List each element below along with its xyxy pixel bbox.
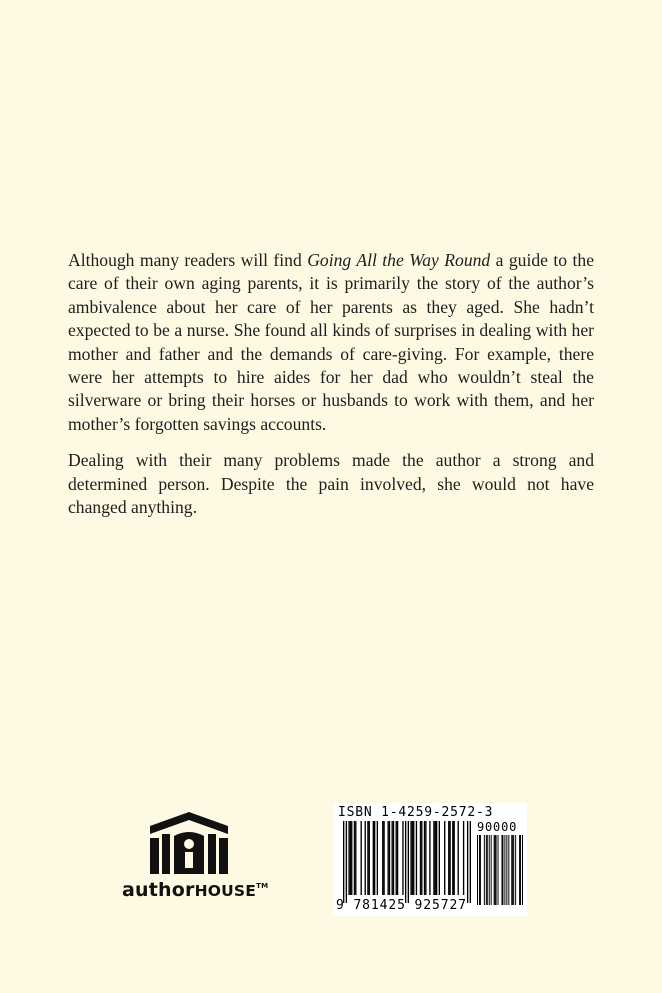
barcode-bar (484, 835, 485, 905)
barcode-bar (487, 835, 488, 905)
blurb-paragraph-1 (68, 249, 594, 436)
barcode-bar (467, 821, 468, 903)
barcode-bar (424, 821, 425, 895)
barcode-bar (392, 821, 393, 895)
barcode-bar (495, 835, 496, 905)
barcode-bar (515, 835, 516, 905)
barcode-bar (410, 821, 411, 895)
barcode-bar (383, 821, 384, 895)
back-cover-blurb (68, 249, 594, 532)
barcode-bar (343, 821, 344, 903)
wordmark-house: HOUSE (194, 882, 257, 900)
barcode-bar (439, 821, 440, 895)
barcode-bar (498, 835, 499, 905)
barcode-bar (496, 835, 497, 905)
barcode-bar (421, 821, 422, 895)
barcode-bar (452, 821, 453, 895)
ean13-bars (343, 821, 471, 903)
barcode-bar (453, 821, 454, 895)
barcode-bar (489, 835, 490, 905)
barcode-bar (393, 821, 394, 895)
barcode-bar (520, 835, 521, 905)
publisher-logo (122, 810, 269, 910)
barcode-bar (480, 835, 481, 905)
isbn-label: ISBN 1-4259-2572-3 (338, 805, 494, 820)
barcode-bar (433, 821, 434, 895)
barcode-bar (470, 821, 471, 903)
barcode-bar (346, 821, 347, 903)
barcode-bar (412, 821, 413, 895)
barcode-bar (512, 835, 513, 905)
barcode-bar (361, 821, 362, 895)
barcode-bar (449, 821, 450, 895)
trademark-symbol: TM (256, 882, 269, 890)
wordmark-author: author (122, 879, 195, 901)
barcode-bar (351, 821, 352, 895)
barcode-bar (506, 835, 507, 905)
barcode-bar (444, 821, 445, 895)
barcode-bar (369, 821, 370, 895)
isbn-barcode (333, 803, 527, 916)
barcode-bar (402, 821, 403, 895)
barcode-bar (350, 821, 351, 895)
barcode-bar (355, 821, 356, 895)
barcode-bar (377, 821, 378, 895)
barcode-bar (494, 835, 495, 905)
barcode-bar (425, 821, 426, 895)
ean-number: 9 781425 925727 (336, 898, 467, 913)
publisher-wordmark (122, 879, 272, 901)
barcode-bar (389, 821, 390, 895)
barcode-bar (519, 835, 520, 905)
blurb-paragraph-2: Dealing with their many problems made the author a strong and determined person. Despite the pain involved, she would not have changed anything. (68, 450, 594, 518)
book-title: Going All the Way Round (307, 250, 491, 270)
barcode-bar (477, 835, 478, 905)
barcode-bar (504, 835, 505, 905)
barcode-bar (486, 835, 487, 905)
addon-number: 90000 (477, 820, 518, 834)
barcode-bar (508, 835, 509, 905)
barcode-bar (502, 835, 503, 905)
barcode-bar (367, 821, 368, 895)
barcode-bar (522, 835, 523, 905)
barcode-bar (501, 835, 502, 905)
barcode-bar (420, 821, 421, 895)
barcode-bar (416, 821, 417, 895)
blurb-text: Although many readers will find (68, 250, 308, 270)
barcode-bar (382, 821, 383, 895)
barcode-bar (429, 821, 430, 895)
barcode-bar (511, 835, 512, 905)
barcode-bar (405, 821, 406, 903)
barcode-bar (396, 821, 397, 895)
addon-bars (477, 835, 523, 905)
barcode-bar (413, 821, 414, 895)
barcode-bar (387, 821, 388, 895)
barcode-bar (374, 821, 375, 895)
house-book-icon (148, 810, 230, 876)
barcode-bar (463, 821, 464, 895)
barcode-bar (491, 835, 492, 905)
barcode-bar (448, 821, 449, 895)
barcode-bar (513, 835, 514, 905)
barcode-bar (354, 821, 355, 895)
barcode-bar (408, 821, 409, 903)
barcode-bar (373, 821, 374, 895)
barcode-bar (397, 821, 398, 895)
barcode-bar (436, 821, 437, 895)
barcode-bar (458, 821, 459, 895)
barcode-bar (348, 821, 349, 895)
barcode-bar (435, 821, 436, 895)
barcode-bar (365, 821, 366, 895)
blurb-text: a guide to the care of their own aging parents, it is primarily the story of the author’s ambivalence about her care of her parents as they aged. She hadn’t expected to be a nurse. She found all kinds of surprises in dealing with her mother and father and the demands of care-giving. For example, there were her attempts to hire aides for her dad who wouldn’t steal the silverware or bring their horses or husbands to work with them, and her mother’s forgotten savings accounts. (68, 250, 595, 434)
barcode-bar (479, 835, 480, 905)
